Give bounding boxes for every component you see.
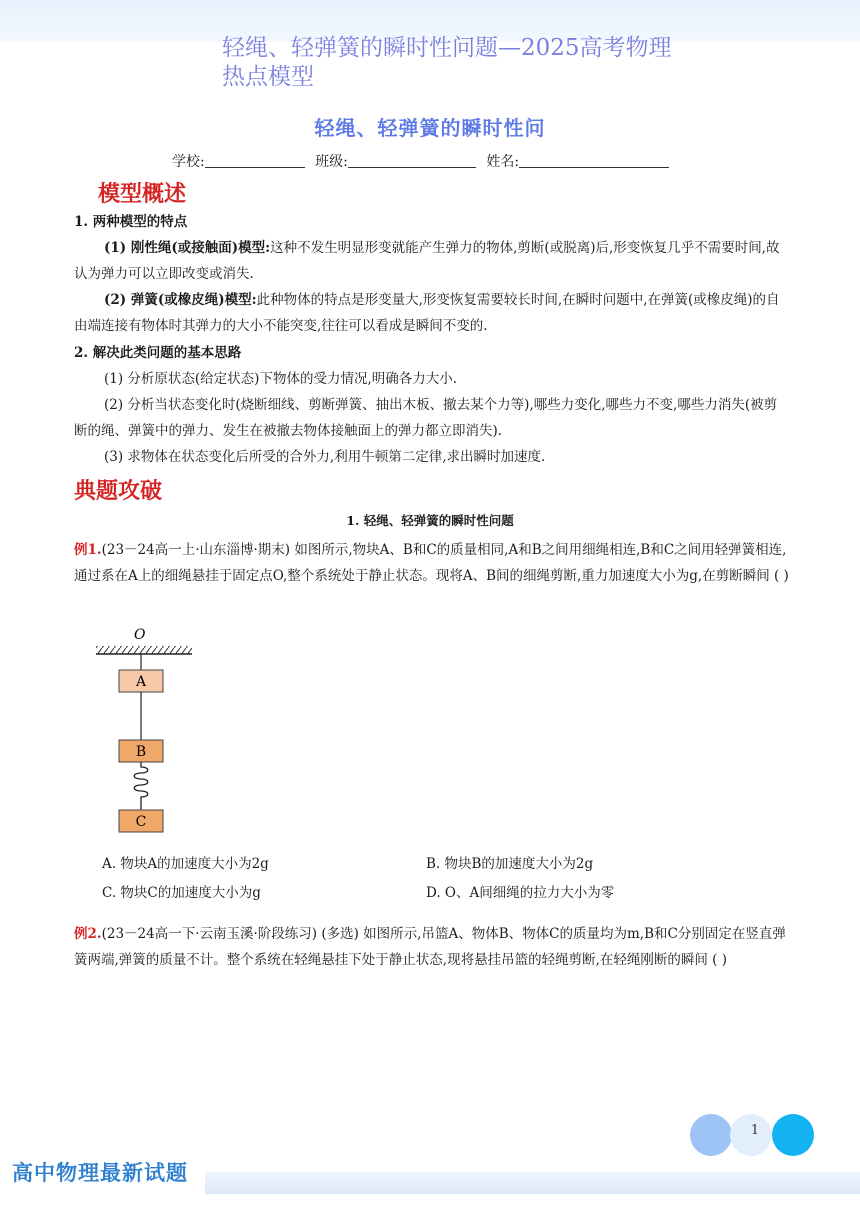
class-field[interactable] — [348, 153, 476, 168]
block-b-label: B — [135, 744, 147, 760]
item1-title: 1. 两种模型的特点 — [74, 214, 188, 230]
page-number: 1 — [750, 1123, 760, 1138]
item1-paragraph2 — [74, 287, 790, 339]
example1-question — [74, 537, 790, 589]
section-title-examples: 典题攻破 — [74, 479, 163, 504]
page-dot-left — [690, 1114, 732, 1156]
page-dot-right — [772, 1114, 814, 1156]
ceiling-hatch — [96, 646, 192, 654]
example2-question — [74, 921, 790, 973]
item2-title: 2. 解决此类问题的基本思路 — [74, 345, 242, 361]
item2-step1: (1) 分析原状态(给定状态)下物体的受力情况,明确各力大小. — [104, 371, 458, 387]
spring — [134, 762, 148, 810]
class-label: 班级: — [315, 154, 348, 170]
item1-p2-label: (2) 弹簧(或橡皮绳)模型: — [104, 292, 257, 308]
footer-stripe — [205, 1172, 860, 1194]
name-label: 姓名: — [486, 154, 520, 170]
student-info-line — [172, 151, 675, 171]
example1-label: 例1. — [74, 542, 102, 558]
name-field[interactable] — [519, 153, 669, 168]
item1-p1-text: 这种不发生明显形变就能产生弹力的物体,剪断(或脱离)后,形变恢复几乎不需要时间,故认为弹力可以立即改变或消失. — [74, 240, 780, 282]
option-b[interactable]: B. 物块B的加速度大小为2g — [426, 856, 594, 872]
block-a-label: A — [135, 674, 147, 690]
option-c[interactable]: C. 物块C的加速度大小为g — [102, 885, 261, 901]
section-title-overview: 模型概述 — [98, 182, 187, 207]
example2-label: 例2. — [74, 926, 102, 942]
item2-step3: (3) 求物体在状态变化后所受的合外力,利用牛顿第二定律,求出瞬时加速度. — [104, 449, 546, 465]
item1-p2-text: 此种物体的特点是形变量大,形变恢复需要较长时间,在瞬时问题中,在弹簧(或橡皮绳)的自由端连接有物体时其弹力的大小不能突变,往往可以看成是瞬间不变的. — [74, 292, 780, 334]
school-field[interactable] — [205, 153, 305, 168]
option-d[interactable]: D. O、A间细绳的拉力大小为零 — [426, 885, 615, 901]
example1-figure — [90, 624, 200, 840]
figure-point-label: O — [134, 627, 146, 643]
example1-text: (23－24高一上·山东淄博·期末) 如图所示,物块A、B和C的质量相同,A和B之间用细绳相连,B和C之间用轻弹簧相连,通过系在A上的细绳悬挂于固定点O,整个系统处于静止状态。现将A、B间的细绳剪断,重力加速度大小为g,在剪断瞬间 ( ) — [74, 542, 789, 584]
document-title: 轻绳、轻弹簧的瞬时性问题—2025高考物理热点模型 — [222, 35, 672, 90]
option-a[interactable]: A. 物块A的加速度大小为2g — [102, 856, 269, 872]
item1-paragraph1 — [74, 235, 790, 287]
example2-text: (23－24高一下·云南玉溪·阶段练习) (多选) 如图所示,吊篮A、物体B、物体C的质量均为m,B和C分别固定在竖直弹簧两端,弹簧的质量不计。整个系统在轻绳悬挂下处于静止状态,现将悬挂吊篮的轻绳剪断,在轻绳刚断的瞬间 ( ) — [74, 926, 786, 968]
item1-p1-label: (1) 刚性绳(或接触面)模型: — [104, 240, 271, 256]
block-c-label: C — [135, 814, 147, 830]
page-heading: 轻绳、轻弹簧的瞬时性问 — [314, 116, 546, 140]
examples-subtitle: 1. 轻绳、轻弹簧的瞬时性问题 — [346, 513, 514, 528]
school-label: 学校: — [172, 154, 205, 170]
item2-step2: (2) 分析当状态变化时(烧断细线、剪断弹簧、抽出木板、撤去某个力等),哪些力变化,哪些力不变,哪些力消失(被剪断的绳、弹簧中的弹力、发生在被撤去物体接触面上的弹力都立即消失). — [74, 397, 778, 439]
footer-brand: 高中物理最新试题 — [12, 1161, 188, 1185]
